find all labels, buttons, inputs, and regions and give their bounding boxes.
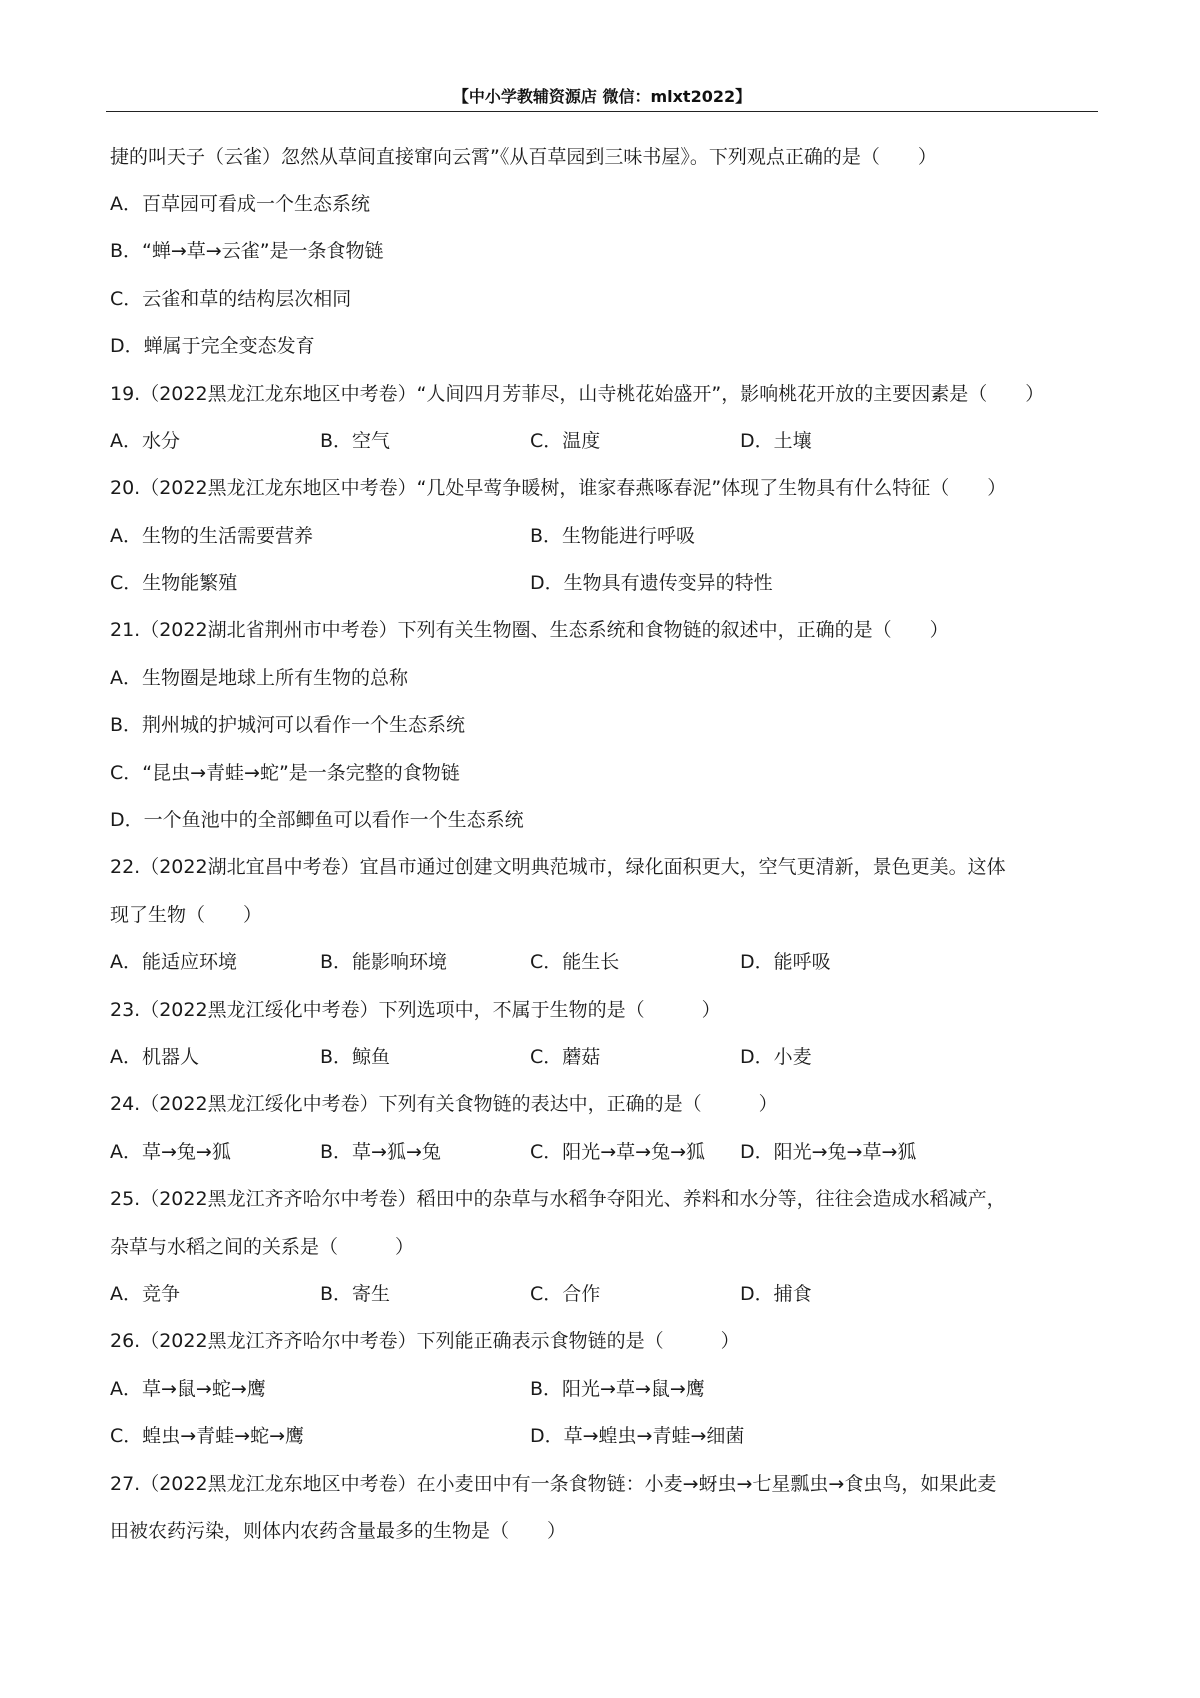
- answer-option: B．寄生: [320, 1283, 391, 1305]
- text-content: 19.（2022黑龙江龙东地区中考卷）“人间四月芳菲尽，山寺桃花始盛开”，影响桃花开放的主要因素是（ ）: [110, 383, 1045, 405]
- header-title: 【中小学教辅资源店 微信：mlxt2022】: [452, 87, 752, 106]
- answer-option: D．土壤: [740, 430, 812, 452]
- text-content: 25.（2022黑龙江齐齐哈尔中考卷）稻田中的杂草与水稻争夺阳光、养料和水分等，往往会造成水稻减产，: [110, 1188, 1006, 1210]
- answer-option: B．阳光→草→鼠→鹰: [530, 1378, 705, 1400]
- text-content: 24.（2022黑龙江绥化中考卷）下列有关食物链的表达中，正确的是（ ）: [110, 1093, 778, 1115]
- answer-option: C．蘑菇: [530, 1046, 601, 1068]
- text-content: D．蝉属于完全变态发育: [110, 335, 315, 357]
- text-content: 23.（2022黑龙江绥化中考卷）下列选项中，不属于生物的是（ ）: [110, 999, 721, 1021]
- text-content: 22.（2022湖北宜昌中考卷）宜昌市通过创建文明典范城市，绿化面积更大，空气更清新，景色更美。这体: [110, 856, 1006, 878]
- answer-option: C．合作: [530, 1283, 601, 1305]
- answer-option: B．草→狐→兔: [320, 1141, 441, 1163]
- answer-option: B．空气: [320, 430, 391, 452]
- text-content: B．荆州城的护城河可以看作一个生态系统: [110, 714, 466, 736]
- answer-option: A．生物的生活需要营养: [110, 525, 313, 547]
- answer-option: A．草→鼠→蛇→鹰: [110, 1378, 266, 1400]
- answer-option: C．生物能繁殖: [110, 572, 238, 594]
- text-content: C．云雀和草的结构层次相同: [110, 288, 352, 310]
- text-content: A．生物圈是地球上所有生物的总称: [110, 667, 408, 689]
- answer-option: D．小麦: [740, 1046, 812, 1068]
- answer-option: C．温度: [530, 430, 601, 452]
- text-content: B．“蝉→草→云雀”是一条食物链: [110, 240, 384, 262]
- answer-option: B．鲸鱼: [320, 1046, 391, 1068]
- text-content: 20.（2022黑龙江龙东地区中考卷）“几处早莺争暖树，谁家春燕啄春泥”体现了生物具有什么特征（ ）: [110, 477, 1007, 499]
- text-content: 现了生物（ ）: [110, 904, 263, 926]
- text-content: 21.（2022湖北省荆州市中考卷）下列有关生物圈、生态系统和食物链的叙述中，正确的是（ ）: [110, 619, 949, 641]
- text-content: 田被农药污染，则体内农药含量最多的生物是（ ）: [110, 1520, 567, 1542]
- answer-option: C．蝗虫→青蛙→蛇→鹰: [110, 1425, 305, 1447]
- answer-option: B．生物能进行呼吸: [530, 525, 696, 547]
- text-content: 27.（2022黑龙江龙东地区中考卷）在小麦田中有一条食物链：小麦→蚜虫→七星瓢虫→食虫鸟，如果此麦: [110, 1473, 997, 1495]
- page-header: [106, 84, 1098, 107]
- text-content: D．一个鱼池中的全部鲫鱼可以看作一个生态系统: [110, 809, 524, 831]
- answer-option: D．阳光→兔→草→狐: [740, 1141, 917, 1163]
- answer-option: A．水分: [110, 430, 180, 452]
- answer-option: D．生物具有遗传变异的特性: [530, 572, 773, 594]
- answer-option: A．能适应环境: [110, 951, 237, 973]
- text-content: 26.（2022黑龙江齐齐哈尔中考卷）下列能正确表示食物链的是（ ）: [110, 1330, 740, 1352]
- answer-option: A．机器人: [110, 1046, 199, 1068]
- text-content: 捷的叫天子（云雀）忽然从草间直接窜向云霄”《从百草园到三味书屋》。下列观点正确的是（ ）: [110, 146, 937, 168]
- text-content: A．百草园可看成一个生态系统: [110, 193, 370, 215]
- answer-option: B．能影响环境: [320, 951, 448, 973]
- answer-option: C．能生长: [530, 951, 620, 973]
- header-divider: [106, 111, 1098, 112]
- answer-option: A．竞争: [110, 1283, 180, 1305]
- answer-option: D．能呼吸: [740, 951, 831, 973]
- answer-option: D．草→蝗虫→青蛙→细菌: [530, 1425, 745, 1447]
- answer-option: C．阳光→草→兔→狐: [530, 1141, 706, 1163]
- text-content: C．“昆虫→青蛙→蛇”是一条完整的食物链: [110, 762, 460, 784]
- text-content: 杂草与水稻之间的关系是（ ）: [110, 1236, 415, 1258]
- answer-option: D．捕食: [740, 1283, 812, 1305]
- answer-option: A．草→兔→狐: [110, 1141, 231, 1163]
